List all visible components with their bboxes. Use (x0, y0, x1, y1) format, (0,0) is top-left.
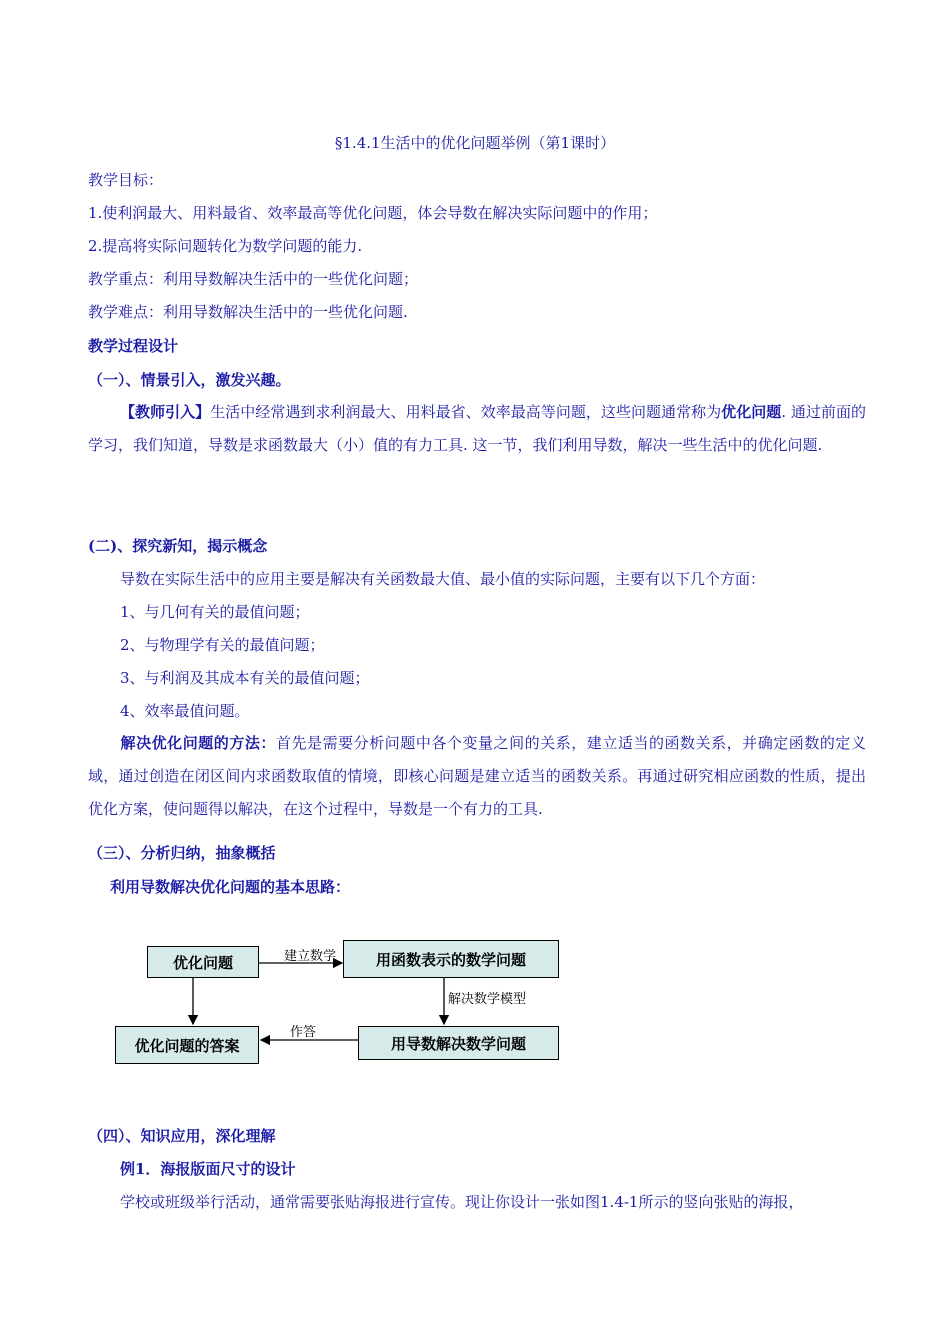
box-function-math-problem: 用函数表示的数学问题 (343, 940, 559, 978)
difficulty: 教学难点：利用导数解决生活中的一些优化问题. (88, 303, 408, 321)
label-solve-model: 解决数学模型 (448, 992, 527, 1007)
section4-heading: （四）、知识应用，深化理解 (88, 1127, 276, 1145)
objectives-heading: 教学目标： (88, 171, 164, 189)
example1-title: 例1．海报版面尺寸的设计 (120, 1160, 296, 1178)
label-answer: 作答 (290, 1025, 317, 1040)
method-label: 解决优化问题的方法： (120, 734, 276, 752)
teacher-intro-tag: 【教师引入】 (120, 403, 211, 421)
label-build-model: 建立数学 (284, 949, 337, 964)
objective-item-2: 2.提高将实际问题转化为数学问题的能力. (88, 237, 363, 255)
section1-text-a: 生活中经常遇到求利润最大、用料最省、效率最高等问题，这些问题通常称为 (210, 403, 722, 421)
objective-item-1: 1.使利润最大、用料最省、效率最高等优化问题，体会导数在解决实际问题中的作用； (88, 204, 658, 222)
box-optimization-problem: 优化问题 (147, 946, 259, 978)
section3-subheading: 利用导数解决优化问题的基本思路： (110, 878, 351, 896)
application-item-1: 1、与几何有关的最值问题； (120, 603, 310, 621)
example1-text: 学校或班级举行活动，通常需要张贴海报进行宣传。现让你设计一张如图1.4-1所示的竖向张贴的海报， (120, 1193, 804, 1211)
section2-intro: 导数在实际生活中的应用主要是解决有关函数最大值、最小值的实际问题，主要有以下几个方面： (120, 570, 766, 588)
section3-heading: （三）、分析归纳，抽象概括 (88, 844, 276, 862)
key-point: 教学重点：利用导数解决生活中的一些优化问题； (88, 270, 419, 288)
application-item-3: 3、与利润及其成本有关的最值问题； (120, 669, 370, 687)
section2-heading: (二)、探究新知，揭示概念 (88, 537, 268, 555)
application-item-2: 2、与物理学有关的最值问题； (120, 636, 325, 654)
optimization-term: 优化问题 (721, 403, 782, 421)
section1-text-b: . 通过前面的学习，我们知道，导数是求函数最大（小）值的有力工具. 这一节，我们利用导数，解决一些生活中的优化问题. (88, 403, 866, 454)
process-heading: 教学过程设计 (88, 337, 179, 355)
page-title: §1.4.1生活中的优化问题举例（第1课时） (334, 134, 616, 152)
box-solve-with-derivative: 用导数解决数学问题 (358, 1026, 559, 1060)
section1-heading: （一）、情景引入，激发兴趣。 (88, 371, 291, 389)
method-text: 首先是需要分析问题中各个变量之间的关系，建立适当的函数关系，并确定函数的定义域，通过创造在闭区间内求函数取值的情境，即核心问题是建立适当的函数关系。再通过研究相应函数的性质，提出优化方案，使问题得以解决，在这个过程中，导数是一个有力的工具. (88, 734, 866, 818)
box-optimization-answer: 优化问题的答案 (115, 1026, 259, 1064)
application-item-4: 4、效率最值问题。 (120, 702, 250, 720)
